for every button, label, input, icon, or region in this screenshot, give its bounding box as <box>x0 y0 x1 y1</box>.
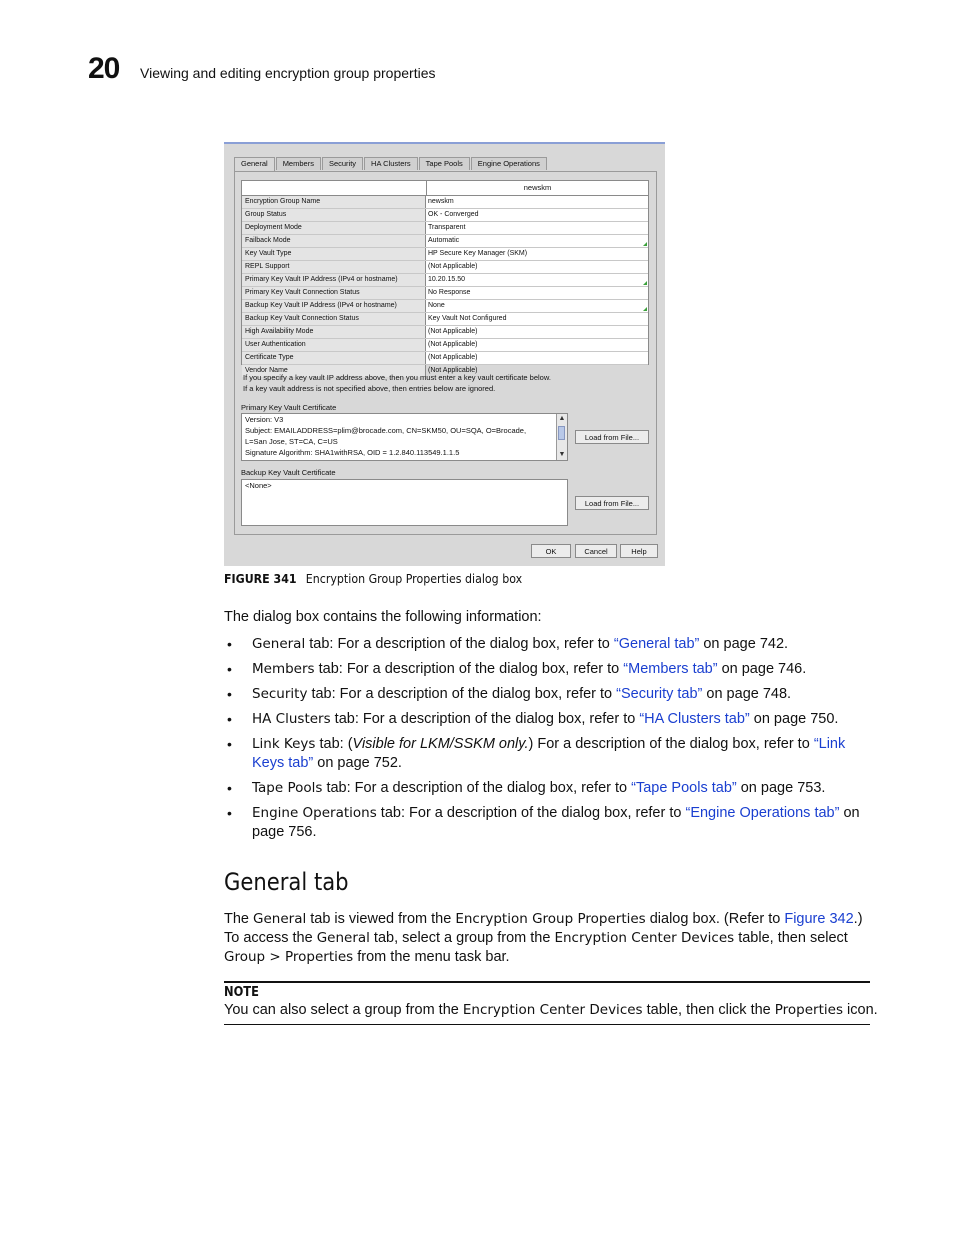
note-term: Encryption Center Devices <box>462 1002 643 1018</box>
property-name: User Authentication <box>242 339 426 351</box>
ok-button[interactable]: OK <box>531 544 571 558</box>
table-row <box>242 352 648 365</box>
bullet-italic-text: Visible for LKM/SSKM only. <box>352 736 529 752</box>
table-row <box>242 222 648 235</box>
bullet-text: on page 748. <box>702 686 792 702</box>
property-value: (Not Applicable) <box>428 367 478 374</box>
note-term: Properties <box>774 1002 843 1018</box>
table-row <box>242 326 648 339</box>
cross-ref-link[interactable]: “HA Clusters tab” <box>639 711 750 727</box>
note-text-part: You can also select a group from the <box>224 1002 463 1018</box>
cross-ref-link[interactable]: “Engine Operations tab” <box>685 805 840 821</box>
bullet-text: on page 752. <box>313 755 402 771</box>
property-value: (Not Applicable) <box>428 328 478 335</box>
para-text: .) To access the <box>224 911 863 946</box>
property-value[interactable]: newskm <box>428 198 454 205</box>
info-text-line-1: If you specify a key vault IP address above, then you must enter a key vault certificate below. <box>243 373 551 382</box>
section-title: General tab <box>224 868 349 896</box>
property-value-text: 10.20.15.50 <box>428 276 465 283</box>
info-text-line-2: If a key vault address is not specified above, then entries below are ignored. <box>243 384 496 393</box>
para-text: tab, select a group from the <box>369 930 555 946</box>
property-value: Transparent <box>428 224 466 231</box>
cross-ref-link[interactable]: “General tab” <box>613 636 700 652</box>
properties-table-header <box>242 181 648 196</box>
header-blank-cell <box>242 181 427 195</box>
bullet-text: ) For a description of the dialog box, refer to <box>528 736 814 752</box>
bullet-text: tab: For a description of the dialog box, refer to <box>305 636 614 652</box>
cross-ref-link[interactable]: “Members tab” <box>623 661 718 677</box>
table-row <box>242 248 648 261</box>
cert-line: Version: V3 <box>245 415 284 424</box>
load-backup-cert-button[interactable]: Load from File... <box>575 496 649 510</box>
cross-ref-link[interactable]: “Security tab” <box>616 686 703 702</box>
table-row <box>242 300 648 313</box>
figure-link[interactable]: Figure 342 <box>784 911 854 927</box>
scroll-thumb[interactable] <box>558 426 565 440</box>
para-text: table, then select <box>734 930 848 946</box>
backup-cert-label: Backup Key Vault Certificate <box>241 468 336 477</box>
property-value: No Response <box>428 289 471 296</box>
property-name: Deployment Mode <box>242 222 426 234</box>
tab-engine-operations[interactable]: Engine Operations <box>471 157 547 170</box>
scroll-down-icon[interactable]: ▼ <box>558 451 566 458</box>
property-value-text: Automatic <box>428 237 460 244</box>
para-term: Encryption Center Devices <box>554 930 735 946</box>
property-value: HP Secure Key Manager (SKM) <box>428 250 528 257</box>
backup-cert-textarea[interactable] <box>241 479 568 526</box>
bullet-text: on page 742. <box>699 636 789 652</box>
table-row <box>242 209 648 222</box>
property-name: Key Vault Type <box>242 248 426 260</box>
table-row <box>242 235 648 248</box>
bullet-icon: • <box>227 661 232 677</box>
scroll-up-icon[interactable]: ▲ <box>558 415 566 422</box>
cert-scrollbar[interactable] <box>556 414 567 460</box>
property-name: Primary Key Vault Connection Status <box>242 287 426 299</box>
help-button[interactable]: Help <box>620 544 658 558</box>
property-name: High Availability Mode <box>242 326 426 338</box>
section-paragraph <box>224 910 874 967</box>
property-name: Certificate Type <box>242 352 426 364</box>
list-item <box>224 660 874 679</box>
tab-term: Link Keys <box>252 736 316 752</box>
editable-marker-icon <box>643 281 647 285</box>
note-top-rule <box>224 981 870 983</box>
tab-term: Security <box>252 686 308 702</box>
bullet-icon: • <box>227 805 232 821</box>
tab-list <box>224 635 874 848</box>
table-row <box>242 274 648 287</box>
tab-term: Engine Operations <box>252 805 377 821</box>
para-text: dialog box. (Refer to <box>645 911 785 927</box>
table-row <box>242 196 648 209</box>
table-row <box>242 313 648 326</box>
note-text-part: icon. <box>843 1002 878 1018</box>
tab-general[interactable]: General <box>234 157 275 171</box>
para-term: Encryption Group Properties <box>455 911 646 927</box>
primary-cert-textarea[interactable] <box>241 413 568 461</box>
figure-caption-text: Encryption Group Properties dialog box <box>305 572 523 586</box>
bullet-text: on page 753. <box>736 780 826 796</box>
cert-line: <None> <box>245 481 272 490</box>
table-row <box>242 339 648 352</box>
property-name: Backup Key Vault IP Address (IPv4 or hostname) <box>242 300 426 312</box>
cross-ref-link[interactable]: “Link Keys tab” <box>252 736 846 771</box>
tab-tape-pools[interactable]: Tape Pools <box>419 157 470 170</box>
para-term: General <box>253 911 307 927</box>
property-value-text: None <box>428 302 445 309</box>
property-name: Group Status <box>242 209 426 221</box>
tab-members[interactable]: Members <box>276 157 321 170</box>
note-text-part: table, then click the <box>642 1002 775 1018</box>
bullet-icon: • <box>227 736 232 752</box>
load-primary-cert-button[interactable]: Load from File... <box>575 430 649 444</box>
property-value: Key Vault Not Configured <box>428 315 507 322</box>
tab-ha-clusters[interactable]: HA Clusters <box>364 157 418 170</box>
list-item <box>224 710 874 729</box>
editable-marker-icon <box>643 307 647 311</box>
bullet-icon: • <box>227 711 232 727</box>
property-value[interactable] <box>426 235 648 247</box>
tab-term: General <box>252 636 306 652</box>
group-column-header: newskm <box>523 183 552 192</box>
tab-term: Members <box>252 661 315 677</box>
para-text: The <box>224 911 254 927</box>
property-name: Primary Key Vault IP Address (IPv4 or hostname) <box>242 274 426 286</box>
bullet-text: tab: For a description of the dialog box, refer to <box>307 686 617 702</box>
property-name: REPL Support <box>242 261 426 273</box>
bullet-icon: • <box>227 636 232 652</box>
primary-cert-label: Primary Key Vault Certificate <box>241 403 337 412</box>
bullet-text: on page 756. <box>252 805 860 840</box>
property-value[interactable] <box>426 274 648 286</box>
tab-security[interactable]: Security <box>322 157 363 170</box>
list-item <box>224 779 874 798</box>
property-value: OK - Converged <box>428 211 479 218</box>
tab-term: HA Clusters <box>252 711 331 727</box>
encryption-group-properties-dialog <box>224 142 665 566</box>
list-item <box>224 685 874 704</box>
cert-line: Signature Algorithm: SHA1withRSA, OID = 1.2.840.113549.1.1.5 <box>245 448 460 457</box>
chapter-number: 20 <box>88 52 120 85</box>
table-row <box>242 261 648 274</box>
figure-caption <box>224 572 522 586</box>
para-term: General <box>316 930 370 946</box>
property-name: Backup Key Vault Connection Status <box>242 313 426 325</box>
dialog-tabs <box>234 157 548 171</box>
editable-marker-icon <box>643 242 647 246</box>
bullet-text: tab: For a description of the dialog box, refer to <box>330 711 640 727</box>
intro-text: The dialog box contains the following information: <box>224 609 542 625</box>
list-item <box>224 804 874 842</box>
property-name: Vendor Name <box>242 365 426 377</box>
bullet-icon: • <box>227 686 232 702</box>
note-label: NOTE <box>224 985 259 1000</box>
bullet-text: tab: For a description of the dialog box, refer to <box>322 780 632 796</box>
para-text: tab is viewed from the <box>306 911 456 927</box>
bullet-text: tab: For a description of the dialog box, refer to <box>376 805 686 821</box>
bullet-text: on page 746. <box>717 661 807 677</box>
property-value: (Not Applicable) <box>428 341 478 348</box>
figure-label: FIGURE 341 <box>224 572 297 586</box>
para-text: from the menu task bar. <box>353 949 510 965</box>
property-value: (Not Applicable) <box>428 354 478 361</box>
list-item <box>224 735 874 773</box>
properties-table <box>241 180 649 374</box>
property-value[interactable] <box>426 300 648 312</box>
note-text <box>224 1002 878 1018</box>
table-row <box>242 287 648 300</box>
bullet-icon: • <box>227 780 232 796</box>
cert-line: L=San Jose, ST=CA, C=US <box>245 437 338 446</box>
bullet-text: tab: For a description of the dialog box, refer to <box>314 661 624 677</box>
note-bottom-rule <box>224 1024 870 1025</box>
tab-term: Tape Pools <box>252 780 323 796</box>
bullet-text: on page 750. <box>749 711 839 727</box>
para-term: Group > Properties <box>224 949 354 965</box>
bullet-text: tab: ( <box>315 736 353 752</box>
cert-line: Subject: EMAILADDRESS=plim@brocade.com, CN=SKM50, OU=SQA, O=Brocade, <box>245 426 527 435</box>
property-value: (Not Applicable) <box>428 263 478 270</box>
property-name: Encryption Group Name <box>242 196 426 208</box>
list-item <box>224 635 874 654</box>
chapter-title: Viewing and editing encryption group properties <box>140 65 436 81</box>
cross-ref-link[interactable]: “Tape Pools tab” <box>631 780 737 796</box>
cancel-button[interactable]: Cancel <box>575 544 617 558</box>
property-name: Failback Mode <box>242 235 426 247</box>
